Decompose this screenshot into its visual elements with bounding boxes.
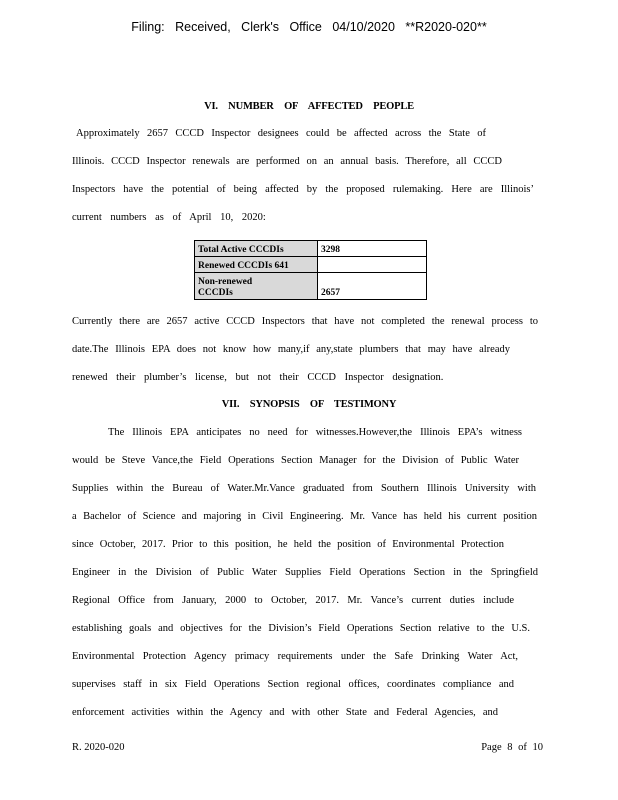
- paragraph-line: a Bachelor of Science and majoring in Civil Engineering. Mr. Vance has held his current position: [72, 511, 537, 522]
- filing-stamp-header: Filing: Received, Clerk's Office 04/10/2020 **R2020-020**: [131, 20, 487, 34]
- table-row: [195, 241, 427, 257]
- paragraph-line: Engineer in the Division of Public Water Supplies Field Operations Section in the Springfield: [72, 567, 538, 578]
- table-cell-value: 3298: [318, 241, 427, 257]
- footer-docket-number: R. 2020-020: [72, 742, 125, 753]
- paragraph-line: Illinois. CCCD Inspector renewals are performed on an annual basis. Therefore, all CCCD: [72, 156, 502, 167]
- paragraph-line: since October, 2017. Prior to this position, he held the position of Environmental Protection: [72, 539, 504, 550]
- cccdi-numbers-table: [194, 240, 427, 300]
- table-row: [195, 257, 427, 273]
- footer-page-number: Page 8 of 10: [481, 742, 543, 753]
- section-heading-affected-people: VI. NUMBER OF AFFECTED PEOPLE: [204, 101, 414, 112]
- paragraph-line: Regional Office from January, 2000 to October, 2017. Mr. Vance’s current duties include: [72, 595, 514, 606]
- paragraph-line: date.The Illinois EPA does not know how many,if any,state plumbers that may have already: [72, 344, 510, 355]
- table-row: [195, 273, 427, 300]
- table-cell-label-line: Non-renewed: [198, 277, 253, 287]
- paragraph-line: supervises staff in six Field Operations Section regional offices, coordinates compliance and: [72, 679, 514, 690]
- paragraph-line: Supplies within the Bureau of Water.Mr.Vance graduated from Southern Illinois University with: [72, 483, 536, 494]
- paragraph-line: renewed their plumber’s license, but not their CCCD Inspector designation.: [72, 372, 444, 383]
- table-cell-value: 2657: [318, 273, 427, 300]
- table-cell-label: Renewed CCCDIs 641: [195, 257, 318, 273]
- paragraph-line: current numbers as of April 10, 2020:: [72, 212, 266, 223]
- table-cell-label: [195, 273, 318, 300]
- paragraph-line: Inspectors have the potential of being affected by the proposed rulemaking. Here are Illinois’: [72, 184, 534, 195]
- paragraph-line: The Illinois EPA anticipates no need for witnesses.However,the Illinois EPA’s witness: [108, 427, 522, 438]
- paragraph-line: establishing goals and objectives for the Division’s Field Operations Section relative to the U.S.: [72, 623, 530, 634]
- table-cell-label-line: CCCDIs: [198, 288, 233, 298]
- paragraph-line: Environmental Protection Agency primacy requirements under the Safe Drinking Water Act,: [72, 651, 518, 662]
- paragraph-line: would be Steve Vance,the Field Operations Section Manager for the Division of Public Water: [72, 455, 519, 466]
- table-cell-label: Total Active CCCDIs: [195, 241, 318, 257]
- paragraph-line: Approximately 2657 CCCD Inspector designees could be affected across the State of: [76, 128, 486, 139]
- table-cell-value: [318, 257, 427, 273]
- paragraph-line: Currently there are 2657 active CCCD Inspectors that have not completed the renewal process to: [72, 316, 538, 327]
- paragraph-line: enforcement activities within the Agency and with other State and Federal Agencies, and: [72, 707, 498, 718]
- section-heading-synopsis: VII. SYNOPSIS OF TESTIMONY: [221, 399, 397, 410]
